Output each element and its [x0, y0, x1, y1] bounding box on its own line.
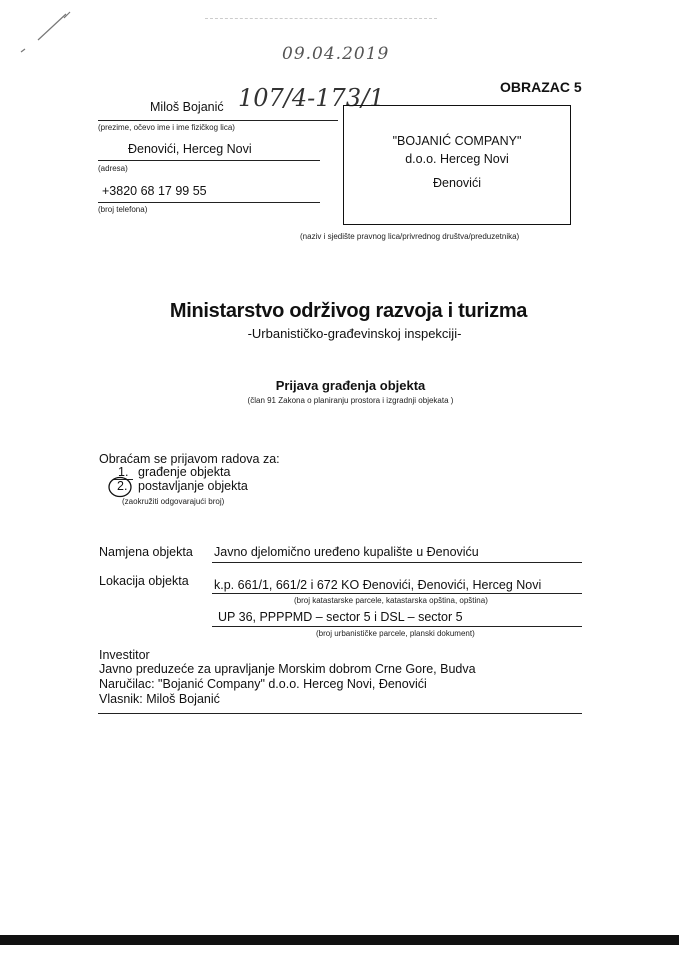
form-label: OBRAZAC 5 — [500, 79, 582, 95]
name-caption: (prezime, očevo ime i ime fizičkog lica) — [98, 123, 235, 132]
scan-bottom-bar — [0, 935, 679, 945]
up-caption: (broj urbanističke parcele, planski dokument) — [316, 629, 475, 638]
option-2-number: 2. — [117, 479, 128, 493]
location-caption: (broj katastarske parcele, katastarska opština, opština) — [294, 596, 488, 605]
purpose-label: Namjena objekta — [99, 545, 193, 559]
investor-line-1: Javno preduzeće za upravljanje Morskim dobrom Crne Gore, Budva — [99, 662, 476, 676]
location-label: Lokacija objekta — [99, 574, 189, 588]
investor-line-2: Naručilac: "Bojanić Company" d.o.o. Herceg Novi, Đenovići — [99, 677, 427, 691]
applicant-phone: +3820 68 17 99 55 — [102, 184, 207, 198]
ministry-title: Ministarstvo održivog razvoja i turizma — [169, 300, 528, 322]
applicant-name: Miloš Bojanić — [150, 100, 224, 114]
reference-number: 107/4-173/1 — [238, 84, 385, 112]
address-underline — [98, 160, 320, 161]
received-date: 09.04.2019 — [282, 44, 390, 64]
inspectorate: -Urbanističko-građevinskoj inspekciji- — [247, 326, 462, 341]
up-underline — [212, 626, 582, 627]
form-title: Prijava građenja objekta — [275, 378, 426, 393]
investor-underline — [98, 713, 582, 714]
company-box — [343, 105, 571, 225]
investor-heading: Investitor — [99, 648, 150, 662]
phone-underline — [98, 202, 320, 203]
phone-caption: (broj telefona) — [98, 205, 148, 214]
options-intro: Obraćam se prijavom radova za: — [99, 452, 280, 466]
location-underline — [212, 593, 582, 594]
company-form: d.o.o. Herceg Novi — [405, 152, 509, 166]
form-subtitle: (član 91 Zakona o planiranju prostora i izgradnji objekata ) — [247, 396, 454, 405]
company-place: Đenovići — [433, 176, 481, 190]
location-value: k.p. 661/1, 661/2 i 672 KO Đenovići, Đenovići, Herceg Novi — [214, 578, 542, 592]
up-value: UP 36, PPPPMD – sector 5 i DSL – sector 5 — [218, 610, 463, 624]
investor-line-3: Vlasnik: Miloš Bojanić — [99, 692, 220, 706]
purpose-value: Javno djelomično uređeno kupalište u Đenoviću — [214, 545, 479, 559]
name-underline — [98, 120, 338, 121]
company-caption: (naziv i sjedište pravnog lica/privrednog društva/preduzetnika) — [300, 232, 520, 241]
option-1-number: 1. — [118, 465, 129, 479]
options-note: (zaokružiti odgovarajući broj) — [122, 497, 225, 506]
applicant-address: Đenovići, Herceg Novi — [128, 142, 252, 156]
scan-mark — [18, 8, 78, 58]
address-caption: (adresa) — [98, 164, 128, 173]
option-1-text: građenje objekta — [138, 465, 231, 479]
company-name: "BOJANIĆ COMPANY" — [392, 134, 522, 148]
purpose-underline — [212, 562, 582, 563]
option-2-text: postavljanje objekta — [138, 479, 248, 493]
